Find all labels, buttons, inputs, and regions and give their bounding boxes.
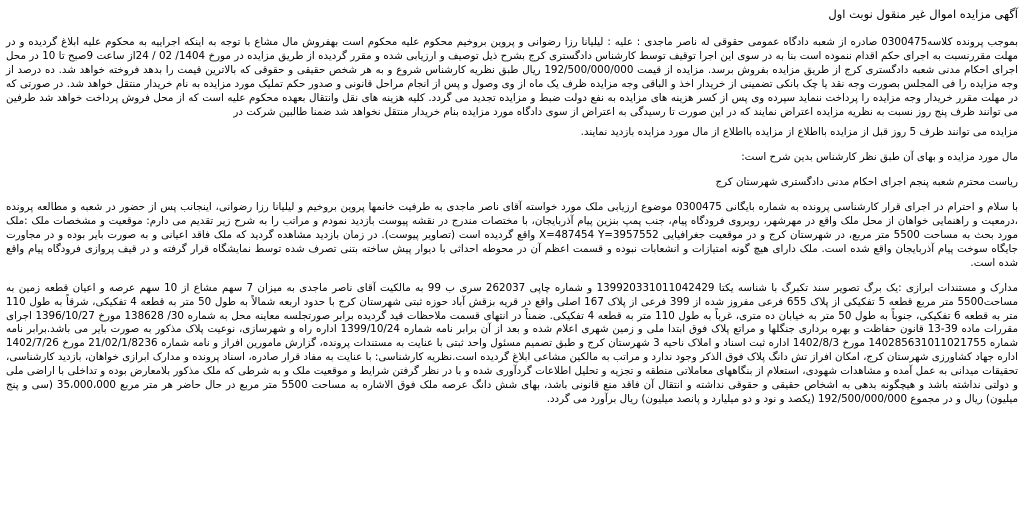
- notice-intro-paragraph: بموجب پرونده کلاسه0300475 صادره از شعبه دادگاه عمومی حقوقی له ناصر ماجدی : علیه : لیلیانا رزا رضوانی و پروین بروخیم محکوم علیه محکوم است بهفروش مال مشاع با توجه به اینکه اجراییه به محکوم علیه ابلاغ گردیده و در مهلت مقررنسبت به اجرای حکم اقدام ننموده است بنا به در سوی این اجرا توقیف توسط کارشناس دادگستری کرج بشرح ذیل توصیف و ارزیابی شده و مقرر گردیده از طریق مزایده در مورخ 1404/ 02 / 24از ساعت 9صبح تا 10 در محل اجرای احکام مدنی شعبه دادگستری کرج از طریق مزایده بفروش برسد. مزایده از قیمت 192/500/000/000 ریال طبق نظریه کارشناس شروع و به هر شخص حقیقی و حقوقی که بالاترین قیمت را بدهد فروخته خواهد شد. ده درصد از وجه مزایده را فی المجلس بصورت وجه نقد یا چک بانکی تضمینی از خریدار اخذ و الباقی وجه مزایده ظرف یک ماه از وی وصول و پس از انجام مراحل قانونی و صدور حکم تملیک مورد مزایده به نام خریدار منتقل خواهد شد. در صورتی که در مهلت مقرر خریدار وجه مزایده را پرداخت ننماید سپرده وی پس از کسر هزینه های مزایده به نفع دولت ضبط و مزایده تجدید می گردد. کلیه هزینه های نقل وانتقال بعهده محکوم علیه است که از محل فروش پرداخت خواهد شد طرفین می توانند ظرف پنج روز نسبت به نظریه مزایده اعتراض نمایند که در این صورت تا رسیدگی به اعتراض از سوی دادگاه مورد مزایده بنام خریدار منتقل نخواهد شد ضمنا طالبین شرکت در: [6, 36, 1018, 118]
- addressee-line: ریاست محترم شعبه پنجم اجرای احکام مدنی دادگستری شهرستان کرج: [715, 176, 1018, 189]
- notice-title: آگهی مزایده اموال غیر منقول نوبت اول: [828, 7, 1018, 21]
- property-heading: مال مورد مزایده و بهای آن طبق نظر کارشناس بدین شرح است:: [741, 151, 1018, 164]
- expert-report-paragraph: با سلام و احترام در اجرای قرار کارشناسی پرونده به شماره بایگانی 0300475 موضوع ارزیابی ملک مورد خواسته آقای ناصر ماجدی به طرفیت خانمها پروین بروخیم و لیلیانا رزا رضوانی، اینجانب پس از حضور در شعبه و مطالعه پرونده ،درمعیت و راهنمایی خواهان از محل ملک واقع در مهرشهر، روبروی فرودگاه پیام، جنب پمپ بنزین پیام آذربایجان، با مختصات مندرج در نقشه پیوست بازدید نمودم و مراتب را به شرح زیر تقدیم می دارم: موقعیت و مشخصات ملک :ملک مورد بحث به مساحت 5500 متر مربع، در شهرستان کرج و در موقعیت جغرافیایی X=487454 Y=3957552 واقع گردیده است (تصاویر پیوست). در زمان بازدید مشاهده گردید که ملک فاقد اعیانی و به صورت بایر بوده و در مجاورت جایگاه سوخت پیام آذربایجان واقع شده است. ملک دارای هیچ گونه امتیازات و انشعابات نبوده و قسمت اعظم آن در محوطه احداثی با دیوار پیش ساخته بتنی تصرف شده توسط نمایشگاه قرار گرفته و در قیف پروازی فرودگاه پیام واقع شده است.: [6, 201, 1018, 269]
- documents-paragraph: مدارک و مستندات ابرازی :یک برگ تصویر سند تکبرگ با شناسه یکتا 139920331011042429 و شماره چاپی 262037 سری ب 99 به مالکیت آقای ناصر ماجدی به میزان 7 سهم مشاع از 10 سهم عرصه و اعیان قطعه زمین به مساحت5500 متر مربع قطعه 5 تفکیکی از پلاک 655 فرعی مفروز شده از 399 فرعی از پلاک 167 اصلی واقع در قریه بزقش آباد حوزه ثبتی شهرستان کرج با حدود اربعه شمالاً به طول 50 متر به قطعه 4 تفکیکی، شرقاً به طول 110 متر به قطعه 6 تفکیکی، جنوباً به طول 50 متر به خیابان ده متری، غرباً به طول 110 متر به قطعه 4 تفکیکی. ضمناً در انتهای قسمت ملاحظات قید گردیده برابر صورتجلسه معاینه محل به شماره 30/ 138628 مورخ 1396/10/27 اجرای مقررات ماده 39-13 قانون حفاظت و بهره برداری جنگلها و مراتع پلاک فوق ابتدا ملی و زمین شهری اعلام شده و بعد از آن برابر نامه شماره 1399/10/24 اداره راه و شهرسازی، نوعیت پلاک مذکور به صورت بایر می باشد.برابر نامه شماره 140285631011021755 مورخ 1402/8/3 اداره ثبت اسناد و املاک ناحیه 3 شهرستان کرج و طبق تصمیم مسئول واحد ثبتی با عنایت به مستندات پرونده، گزارش مامورین افراز و نامه شماره 21/02/1/8236 مورخ 1402/7/26 اداره جهاد کشاورزی شهرستان کرج، امکان افراز تش دانگ پلاک فوق الذکر وجود ندارد و مراتب به مالکین مشاعی ابلاغ گردیده است.نظریه کارشناسی: با عنایت به مفاد قرار صادره، اسناد پرونده و مدارک ابرازی خواهان، بازدید کارشناسی، تحقیقات میدانی به عمل آمده و مشاهدات شهودی، استعلام از بنگاههای معاملاتی منطقه و تجزیه و تحلیل اطلاعات گردآوری شده و با در نظر گرفتن شرایط و موقعیت ملک و به شرطی که ملک مذکور بلامعارض بوده و تداخلی با اراضی ملی و دولتی نداشته باشد و هیچگونه بدهی به اشخاص حقیقی و حقوقی نداشته و انتقال آن فاقد منع قانونی باشد، بهای شش دانگ عرصه ملک فوق الاشاره به مساحت 5500 متر مربع در حال حاضر هر متر مربع 35،000،000 (سی و پنج میلیون) ریال و در مجموع 192/500/000/000 (یکصد و نود و دو میلیارد و پانصد میلیون) ریال برآورد می گردد.: [6, 281, 1019, 405]
- visit-paragraph: مزایده می توانند ظرف 5 روز قبل از مزایده بااطلاع از مزایده بااطلاع از مال مورد مزایده بازدید نمایند.: [580, 126, 1018, 139]
